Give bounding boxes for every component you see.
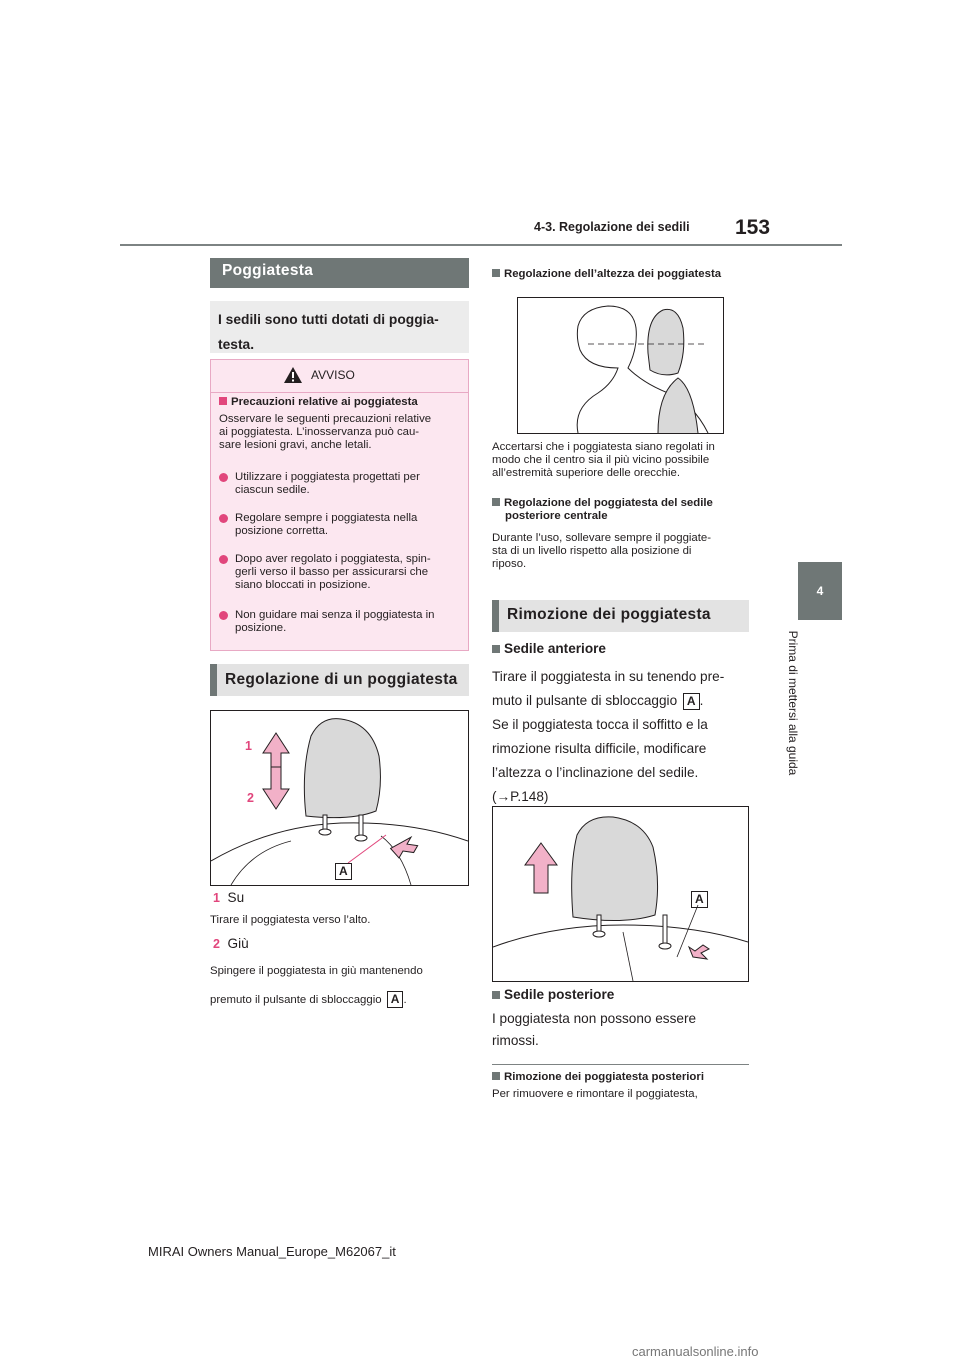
chapter-label: Prima di mettersi alla guida (786, 630, 800, 776)
warning-box (210, 359, 469, 651)
heading-rimozione: Rimozione dei poggiatesta (492, 600, 749, 632)
sub-rimozione-posteriori: Rimozione dei poggiatesta posteriori (492, 1071, 704, 1083)
chapter-tab[interactable]: 4 (798, 562, 842, 620)
sub-altezza: Regolazione dell’altezza dei poggiatesta (492, 268, 721, 280)
section-title: 4-3. Regolazione dei sedili (534, 220, 690, 234)
page-number: 153 (735, 216, 771, 239)
item-1: 1 Su (213, 890, 245, 905)
para-rimozione-posteriori: Per rimuovere e rimontare il poggiatesta, (492, 1088, 698, 1100)
square-bullet-icon (492, 269, 500, 277)
item-2-text: Spingere il poggiatesta in giù mantenendo (210, 965, 423, 977)
intro-box: I sedili sono tutti dotati di poggia- testa. (210, 301, 469, 353)
bullet-dot-icon (219, 555, 228, 564)
warning-bullet-1: Utilizzare i poggiatesta progettati per ciascun sedile. (219, 471, 459, 497)
item-2: 2 Giù (213, 936, 249, 951)
para-centrale: Durante l’uso, sollevare sempre il poggiate- sta di un livello rispetto alla posizione di riposo. (492, 532, 712, 570)
bullet-dot-icon (219, 514, 228, 523)
square-bullet-icon (492, 991, 500, 999)
figure-front-removal (492, 806, 749, 982)
item-1-text: Tirare il poggiatesta verso l’alto. (210, 914, 371, 926)
warning-bullet-2: Regolare sempre i poggiatesta nella posizione corretta. (219, 512, 459, 538)
front-removal-illustration (493, 807, 748, 981)
figure-label-1: 1 (245, 739, 252, 753)
para-posteriore: I poggiatesta non possono essere rimossi. (492, 1011, 697, 1048)
figure-label-a: A (335, 863, 352, 880)
head-position-illustration (518, 298, 723, 433)
square-bullet-icon (492, 498, 500, 506)
sub-anteriore: Sedile anteriore (492, 639, 606, 659)
warning-header (211, 360, 468, 393)
warning-title: AVVISO (311, 368, 355, 382)
section-rule (492, 1064, 749, 1065)
square-bullet-icon (219, 397, 227, 405)
heading-poggiatesta: Poggiatesta (210, 258, 469, 288)
warning-icon (283, 366, 303, 384)
bullet-dot-icon (219, 473, 228, 482)
figure-label-2: 2 (247, 791, 254, 805)
release-button-badge: A (683, 693, 700, 710)
warning-bullet-3: Dopo aver regolato i poggiatesta, spin- gerli verso il basso per assicurarsi che siano bloccati in posizione. (219, 553, 459, 592)
watermark: carmanualsonline.info (632, 1344, 759, 1359)
figure-label-a: A (691, 891, 708, 908)
release-button-badge: A (387, 991, 404, 1008)
sub-centrale: Regolazione del poggiatesta del sedile posteriore centrale (492, 497, 713, 523)
heading-regolazione: Regolazione di un poggiatesta (210, 664, 469, 696)
warning-bullet-4: Non guidare mai senza il poggiatesta in posizione. (219, 609, 459, 635)
bullet-dot-icon (219, 611, 228, 620)
square-bullet-icon (492, 1072, 500, 1080)
sub-posteriore: Sedile posteriore (492, 985, 614, 1005)
figure-headrest-adjust (210, 710, 469, 886)
header-rule (120, 244, 842, 246)
para-anteriore: Tirare il poggiatesta in su tenendo pre- muto il pulsante di sbloccaggio A . Se il poggiatesta tocca il soffitto e la rimozione risulta difficile, modificare l’altezza o l’inclinazione del sedile. (→P.148) (492, 669, 725, 804)
para-altezza: Accertarsi che i poggiatesta siano regolati in modo che il centro sia il più vicino possibile all’estremità superiore delle orecchie. (492, 441, 715, 479)
warning-subtitle: Precauzioni relative ai poggiatesta (219, 396, 418, 408)
item-2-text-2: premuto il pulsante di sbloccaggio A . (210, 992, 407, 1006)
square-bullet-icon (492, 645, 500, 653)
footer-text: MIRAI Owners Manual_Europe_M62067_it (148, 1244, 396, 1259)
warning-text: Osservare le seguenti precauzioni relative ai poggiatesta. L’inosservanza può cau- sare lesioni gravi, anche letali. (219, 413, 432, 451)
figure-head-position (517, 297, 724, 434)
